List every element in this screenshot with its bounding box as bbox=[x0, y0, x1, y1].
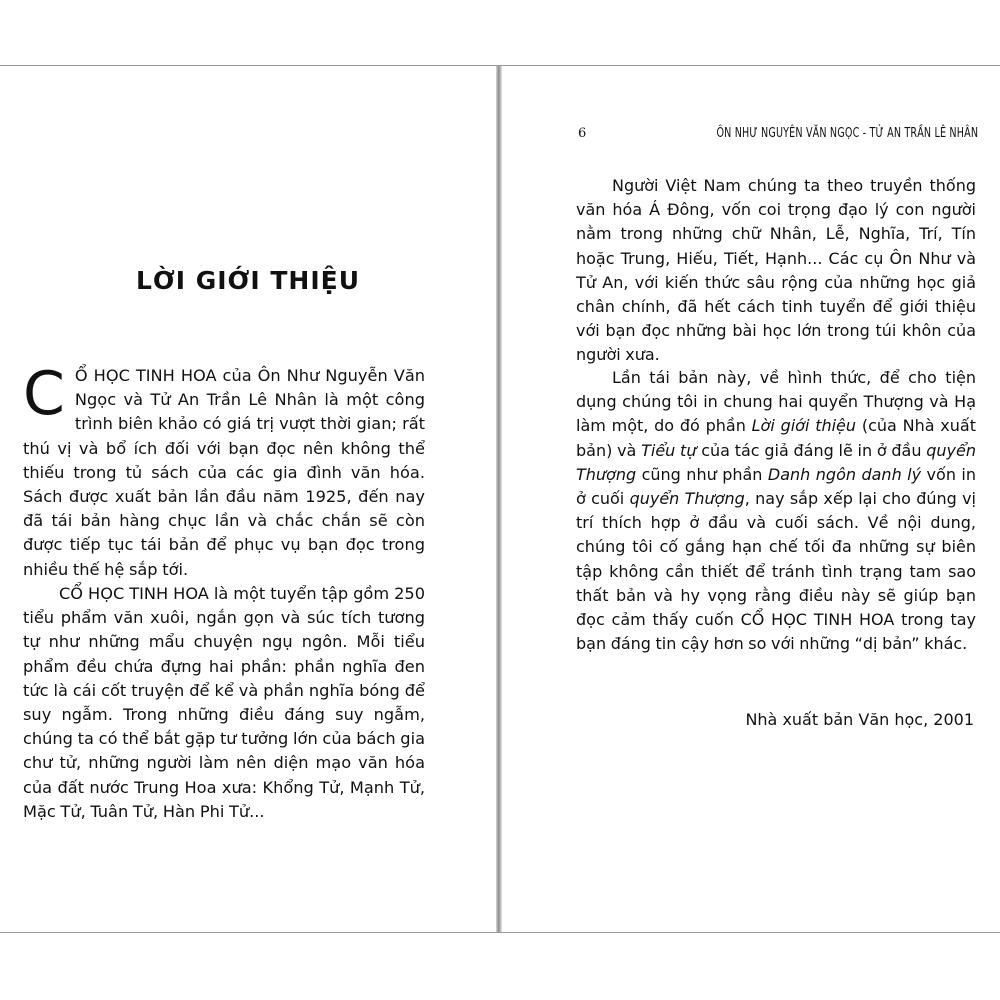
page-title: LỜI GIỚI THIỆU bbox=[135, 266, 361, 295]
italic-run: quyển Thượng bbox=[576, 440, 976, 484]
text-run: của tác giả đáng lẽ in ở đầu bbox=[696, 440, 927, 460]
italic-run: Tiểu tự bbox=[641, 440, 697, 460]
text-run: vốn in ở cuối bbox=[576, 464, 977, 509]
intro-paragraph-1-text: Ổ HỌC TINH HOA của Ôn Như Nguyễn Văn Ngọc và Tử An Trần Lê Nhân là một công trình biên khảo có giá trị vượt thời gian; rất thú vị và bổ ích đối với bạn đọc nên không thể thiếu trong tủ sách của các gia đình văn hóa. Sách được xuất bản lần đầu năm 1925, đến nay đã tái bản hàng chục lần và chắc chắn sẽ còn được tiếp tục tái bản để phục vụ bạn đọc trong nhiều thế hệ sắp tới. bbox=[23, 366, 425, 579]
right-page bbox=[502, 66, 1000, 932]
intro-paragraph-2: CỔ HỌC TINH HOA là một tuyển tập gồm 250 tiểu phẩm văn xuôi, ngắn gọn và súc tích tương tự như những mẩu chuyện ngụ ngôn. Mỗi tiểu phẩm đều chứa đựng hai phần: phần nghĩa đen tức là cái cốt truyện để kể và phần nghĩa bóng để suy ngẫm. Trong những điều đáng suy ngẫm, chúng ta có thể bắt gặp tư tưởng lớn của bách gia chư tử, những người làm nên diện mạo văn hóa của đất nước Trung Hoa xưa: Khổng Tử, Mạnh Tử, Mặc Tử, Tuân Tử, Hàn Phi Tử... bbox=[23, 584, 425, 821]
publisher-signature: Nhà xuất bản Văn học, 2001 bbox=[745, 710, 974, 729]
page-number: 6 bbox=[578, 126, 587, 141]
intro-paragraph-1 bbox=[23, 359, 425, 582]
italic-run: Danh ngôn danh lý bbox=[767, 464, 922, 484]
running-head-title: ÔN NHƯ NGUYỄN VĂN NGỌC - TỬ AN TRẦN LÊ NHÂN bbox=[716, 126, 978, 141]
drop-cap: C bbox=[23, 359, 65, 429]
right-paragraph-1: Người Việt Nam chúng ta theo truyền thống văn hóa Á Đông, vốn coi trọng đạo lý con người nằm trong những chữ Nhân, Lễ, Nghĩa, Trí, Tín hoặc Trung, Hiếu, Tiết, Hạnh... Các cụ Ôn Như và Tử An, với kiến thức sâu rộng của những học giả chân chính, đã hết cách tinh tuyển để giới thiệu với bạn đọc những bài học lớn trong túi khôn của người xưa. bbox=[576, 176, 976, 365]
running-head bbox=[578, 126, 978, 144]
text-run: cũng như phần bbox=[636, 464, 768, 484]
italic-run: quyển Thượng bbox=[629, 489, 745, 509]
right-paragraph-2 bbox=[576, 366, 976, 656]
text-run: , nay sắp xếp lại cho đúng vị trí thích hợp ở đầu và cuối sách. Về nội dung, chúng tôi cố gắng hạn chế tối đa những sự biên tập không cần thiết để tránh tình trạng tam sao thất bản và hy vọng rằng điều này sẽ giúp bạn đọc cảm thấy cuốn CỔ HỌC TINH HOA trong tay bạn đáng tin cậy hơn so với những “dị bản” khác. bbox=[576, 489, 977, 654]
text-run: Lần tái bản này, về hình thức, để cho tiện dụng chúng tôi in chung hai quyển Thượng và Hạ làm một, do đó phần bbox=[576, 368, 976, 436]
book-spread bbox=[0, 65, 1000, 933]
left-page bbox=[0, 66, 496, 932]
text-run: (của Nhà xuất bản) và bbox=[576, 416, 976, 460]
italic-run: Lời giới thiệu bbox=[751, 416, 857, 436]
